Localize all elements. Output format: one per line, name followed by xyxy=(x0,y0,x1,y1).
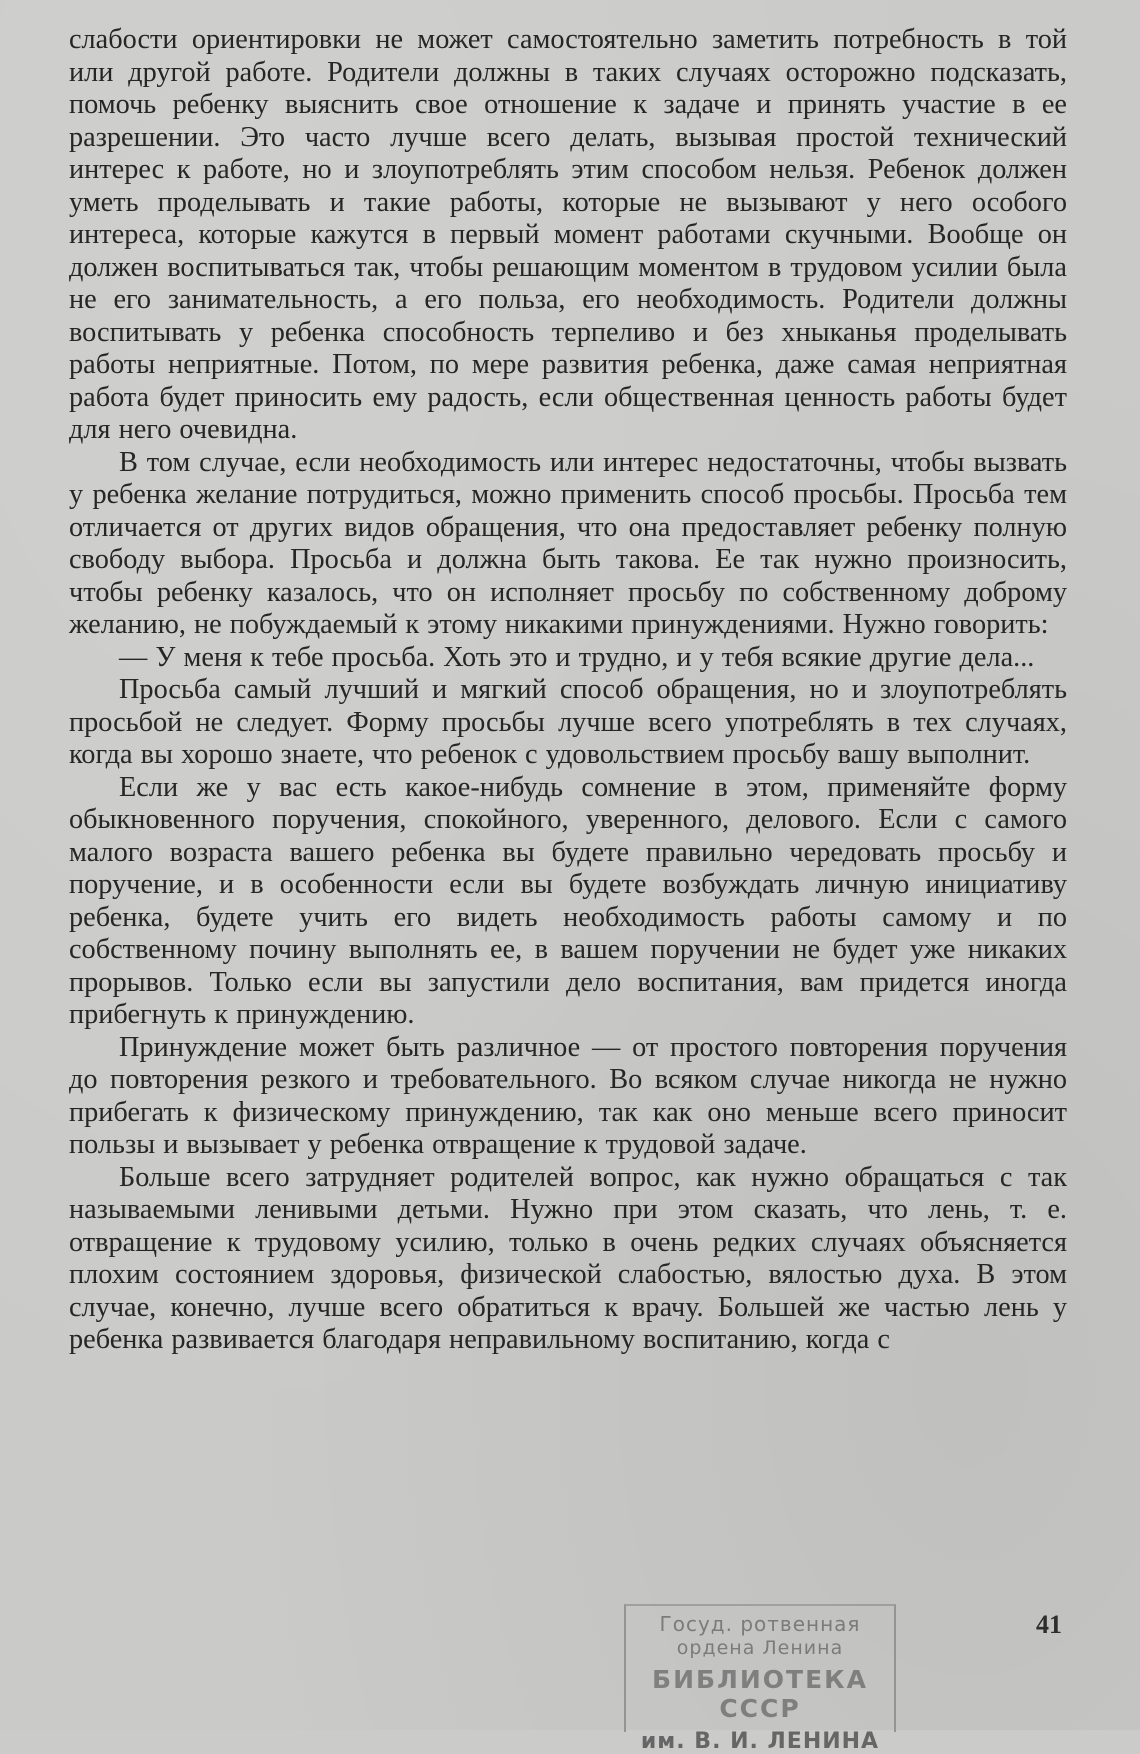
paragraph-3-quote: — У меня к тебе просьба. Хоть это и трудно, и у тебя всякие другие дела... xyxy=(119,641,1035,673)
paragraph-1: слабости ориентировки не может самостоятельно заметить потребность в той или другой работе. Родители должны в таких случаях осторожно подсказать, помочь ребенку выяснить свое отношение к задаче и принять участие в ее разрешении. Это часто лучше всего делать, вызывая простой технический интерес к работе, но и злоупотреблять этим способом нельзя. Ребенок должен уметь проделывать и такие работы, которые не вызывают у него особого интереса, которые кажутся в первый момент работами скучными. Вообще он должен воспитываться так, чтобы решающим моментом в трудовом усилии была не его занимательность, а его польза, его необходимость. Родители должны воспитывать у ребенка способность терпеливо и без хныканья проделывать работы неприятные. Потом, по мере развития ребенка, даже самая неприятная работа будет приносить ему радость, если общественная ценность работы будет для него очевидна. xyxy=(69,24,1067,445)
paragraph-2: В том случае, если необходимость или интерес недостаточны, чтобы вызвать у ребенка желание потрудиться, можно применить способ просьбы. Просьба тем отличается от других видов обращения, что она предоставляет ребенку полную свободу выбора. Просьба и должна быть такова. Ее так нужно произносить, чтобы ребенку казалось, что он исполняет просьбу по собственному доброму желанию, не побуждаемый к этому никакими принуждениями. Нужно говорить: xyxy=(69,446,1067,640)
stamp-line-2: ордена Ленина xyxy=(676,1637,844,1659)
library-stamp xyxy=(624,1604,896,1754)
page-number: 41 xyxy=(1036,1610,1062,1639)
paragraph-6: Принуждение может быть различное — от простого повторения поручения до повторения резкого и требовательного. Во всяком случае никогда не нужно прибегать к физическому принуждению, так как оно меньше всего приносит пользы и вызывает у ребенка отвращение к трудовой задаче. xyxy=(69,1031,1067,1160)
stamp-line-4: им. В. И. ЛЕНИНА xyxy=(640,1729,880,1754)
stamp-line-1: Госуд. ротвенная xyxy=(659,1612,861,1636)
paragraph-5: Если же у вас есть какое-нибудь сомнение в этом, применяйте форму обыкновенного поручения, спокойного, уверенного, делового. Если с самого малого возраста вашего ребенка вы будете правильно чередовать просьбу и поручение, и в особенности если вы будете возбуждать личную инициативу ребенка, будете учить его видеть необходимость работы самому и по собственному почину выполнять ее, в вашем поручении не будет уже никаких прорывов. Только если вы запустили дело воспитания, вам придется иногда прибегнуть к принуждению. xyxy=(69,771,1067,1030)
paragraph-7: Больше всего затрудняет родителей вопрос, как нужно обращаться с так называемыми ленивыми детьми. Нужно при этом сказать, что лень, т. е. отвращение к трудовому усилию, только в очень редких случаях объясняется плохим состоянием здоровья, физической слабостью, вялостью духа. В этом случае, конечно, лучше всего обратиться к врачу. Большей же частью лень у ребенка развивается благодаря неправильному воспитанию, когда с xyxy=(69,1161,1067,1355)
paragraph-4: Просьба самый лучший и мягкий способ обращения, но и злоупотреблять просьбой не следует. Форму просьбы лучше всего употреблять в тех случаях, когда вы хорошо знаете, что ребенок с удовольствием просьбу вашу выполнит. xyxy=(69,674,1067,770)
stamp-line-3: БИБЛИОТЕКА СССР xyxy=(652,1665,868,1723)
body-text xyxy=(69,24,1067,1357)
